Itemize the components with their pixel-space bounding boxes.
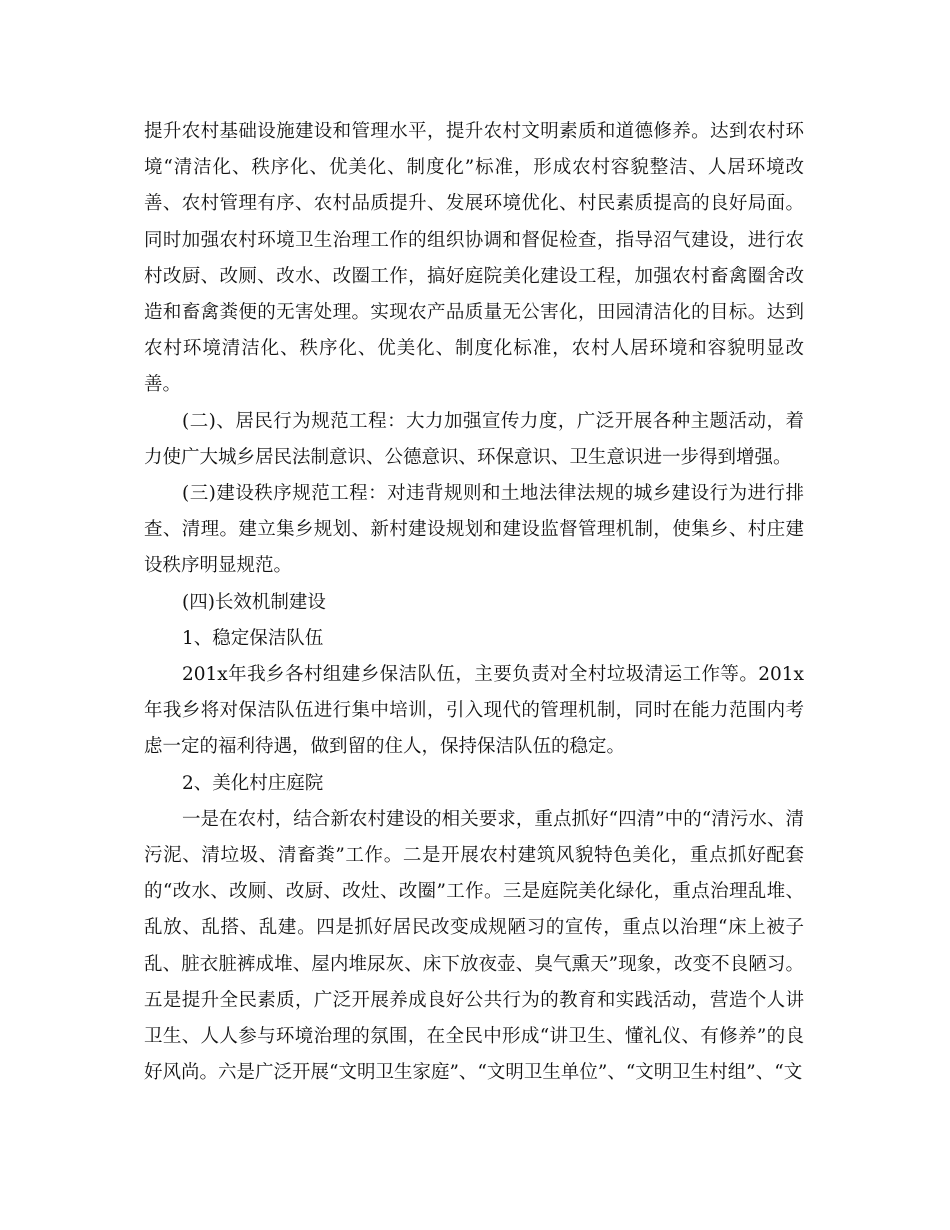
paragraph-cleaning-team: 201x年我乡各村组建乡保洁队伍，主要负责对全村垃圾清运工作等。201x年我乡将对保洁队伍进行集中培训，引入现代的管理机制，同时在能力范围内考虑一定的福利待遇，做到留的住人，保持保洁队伍的稳定。 <box>144 664 804 758</box>
paragraph-environment-goals: 提升农村基础设施建设和管理水平，提升农村文明素质和道德修养。达到农村环境“清洁化、秩序化、优美化、制度化”标准，形成农村容貌整洁、人居环境改善、农村管理有序、农村品质提升、发展环境优化、村民素质提高的良好局面。同时加强农村环境卫生治理工作的组织协调和督促检查，指导沼气建设，进行农村改厨、改厕、改水、改圈工作，搞好庭院美化建设工程，加强农村畜禽圈舍改造和畜禽粪便的无害处理。实现农产品质量无公害化，田园清洁化的目标。达到农村环境清洁化、秩序化、优美化、制度化标准，农村人居环境和容貌明显改善。 <box>144 121 804 396</box>
paragraph-beautify-courtyards: 一是在农村，结合新农村建设的相关要求，重点抓好“四清”中的“清污水、清污泥、清垃圾、清畜粪”工作。二是开展农村建筑风貌特色美化，重点抓好配套的“改水、改厕、改厨、改灶、改圈”工作。三是庭院美化绿化，重点治理乱堆、乱放、乱搭、乱建。四是抓好居民改变成规陋习的宣传，重点以治理“床上被子乱、脏衣脏裤成堆、屋内堆尿灰、床下放夜壶、臭气熏天”现象，改变不良陋习。五是提升全民素质，广泛开展养成良好公共行为的教育和实践活动，营造个人讲卫生、人人参与环境治理的氛围，在全民中形成“讲卫生、懂礼仪、有修养”的良好风尚。六是广泛开展“文明卫生家庭”、“文明卫生单位”、“文明卫生村组”、“文 <box>144 808 804 1084</box>
document-body <box>144 114 804 1091</box>
paragraph-resident-behavior: (二)、居民行为规范工程：大力加强宣传力度，广泛开展各种主题活动，着力使广大城乡居民法制意识、公德意识、环保意识、卫生意识进一步得到增强。 <box>144 410 804 468</box>
paragraph-construction-order: (三)建设秩序规范工程：对违背规则和土地法律法规的城乡建设行为进行排查、清理。建立集乡规划、新村建设规划和建设监督管理机制，使集乡、村庄建设秩序明显规范。 <box>144 483 804 577</box>
heading-long-term-mechanism: (四)长效机制建设 <box>182 591 326 613</box>
heading-beautify-courtyards: 2、美化村庄庭院 <box>182 772 324 794</box>
heading-cleaning-team: 1、稳定保洁队伍 <box>182 627 324 649</box>
